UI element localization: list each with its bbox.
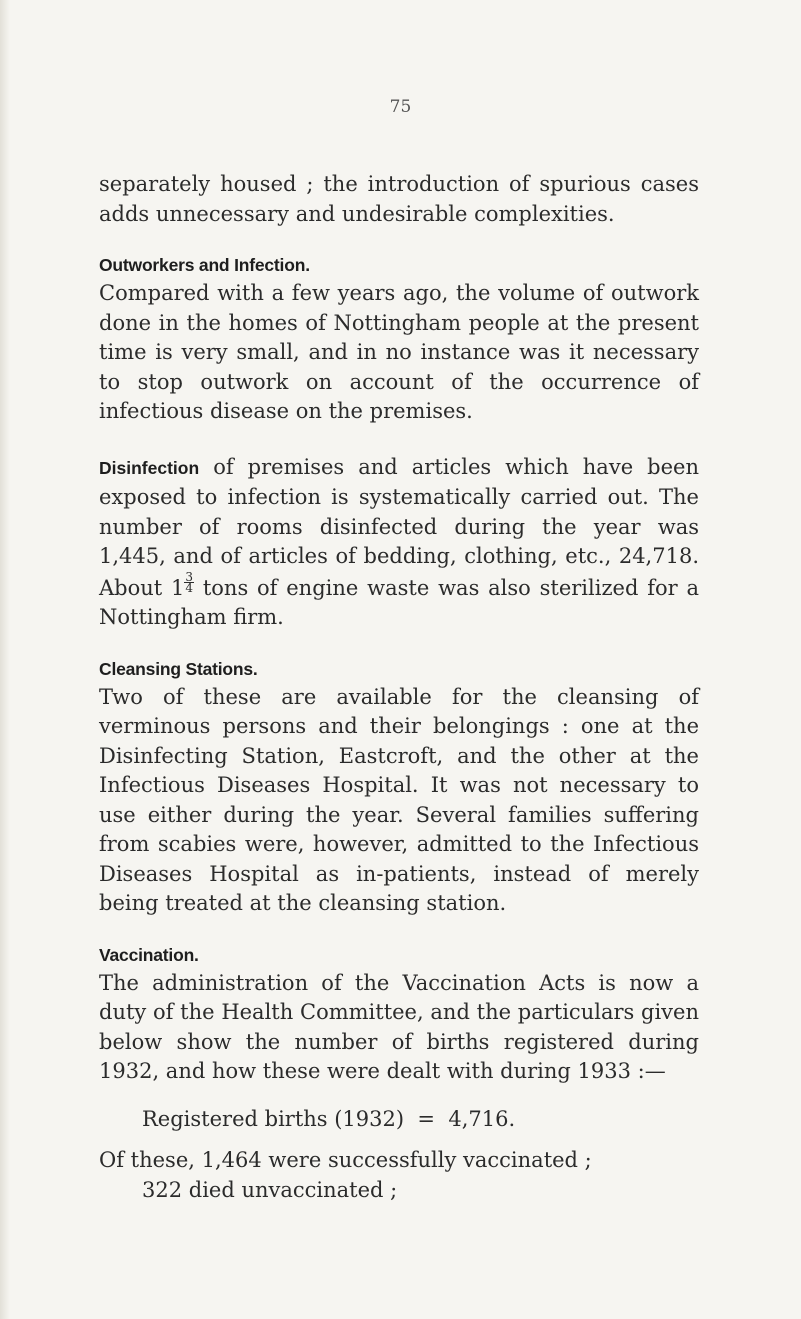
cleansing-heading: Cleansing Stations. xyxy=(99,658,258,679)
vaccination-paragraph: The administration of the Vaccination Acts is now a duty of the Health Committee, and the particulars given below show the number of births registered during 1932, and how these were dealt with during 1933 :— xyxy=(99,970,699,1083)
unvaccinated-line: 322 died unvaccinated ; xyxy=(142,1177,398,1202)
disinfection-text-b: tons of engine waste was also sterilized for a Nottingham firm. xyxy=(99,575,699,629)
fraction-denominator: 4 xyxy=(185,580,194,595)
cleansing-paragraph: Two of these are available for the cleansing of verminous persons and their belongings : one at the Disinfecting Station, Eastcroft, and the other at the Infectious Diseases Hospital. It was not necessary to use either during the year. Several families suffering from scabies were, however, admitted to the Infectious Diseases Hospital as in-patients, instead of merely being treated at the cleansing station. xyxy=(99,684,699,915)
outworkers-heading: Outworkers and Infection. xyxy=(99,255,310,275)
page-binding-edge xyxy=(0,0,10,1319)
registered-births-line: Registered births (1932) = 4,716. xyxy=(142,1106,516,1131)
fraction-numerator: 3 xyxy=(185,569,194,584)
disinfection-heading: Disinfection xyxy=(99,457,200,478)
body-text xyxy=(99,170,699,1205)
vaccinated-line: Of these, 1,464 were successfully vaccinated ; xyxy=(99,1148,592,1172)
page-number: 75 xyxy=(389,97,412,117)
section-spacer xyxy=(99,427,699,453)
intro-paragraph: separately housed ; the introduction of spurious cases adds unnecessary and undesirable complexities. xyxy=(99,172,699,226)
outworkers-paragraph: Compared with a few years ago, the volume of outwork done in the homes of Nottingham people at the present time is very small, and in no instance was it necessary to stop outwork on account of the occurrence of infectious disease on the premises. xyxy=(99,281,699,423)
disinfection-paragraph xyxy=(99,453,699,633)
vaccination-heading: Vaccination. xyxy=(99,944,199,965)
disinfection-text-a: of premises and articles which have been exposed to infection is systematically carried out. The number of rooms disinfected during the year was 1,445, and of articles of bedding, clothing, etc., 24,718. About 1 xyxy=(99,454,699,600)
fraction xyxy=(184,569,194,595)
